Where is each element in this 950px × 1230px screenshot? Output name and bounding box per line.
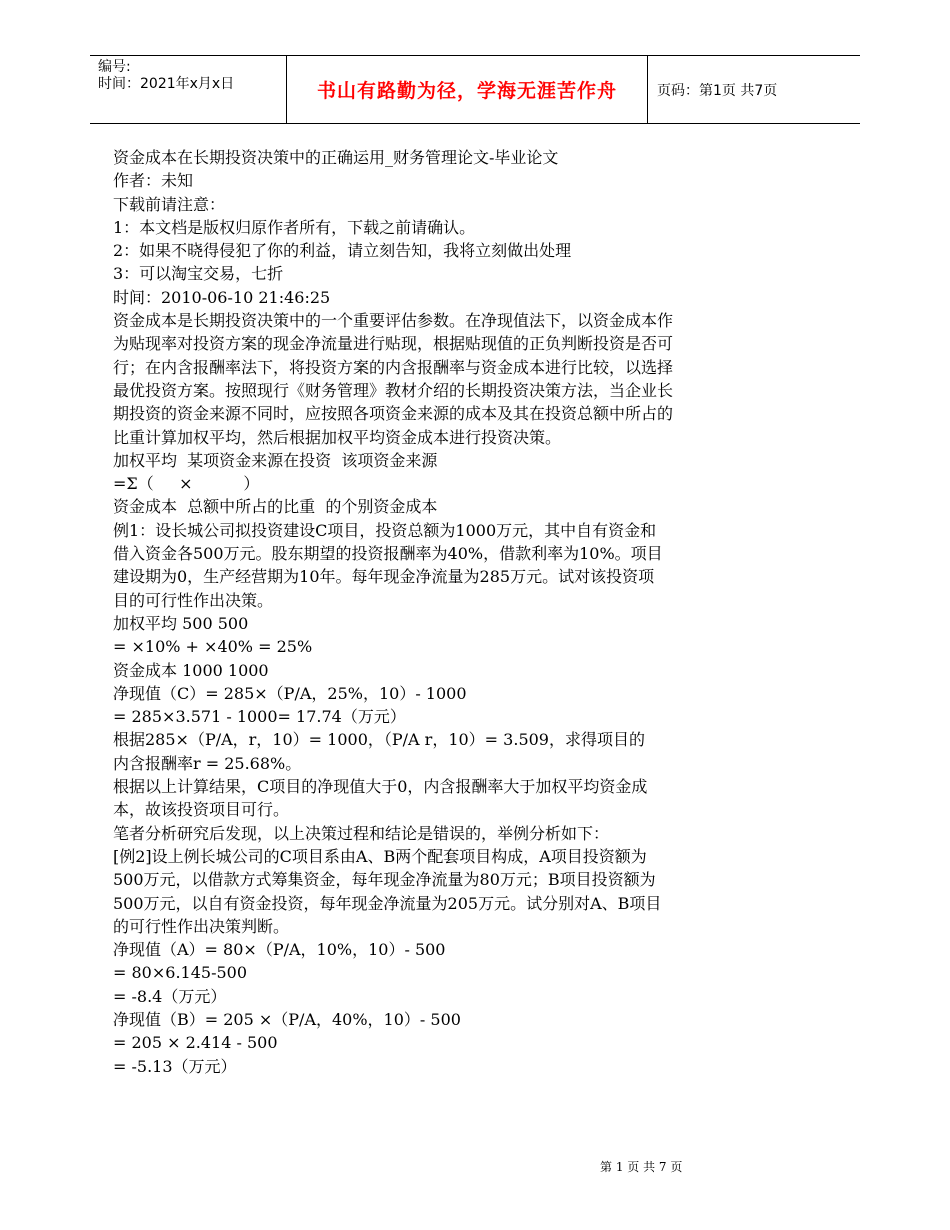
header-motto: 书山有路勤为径，学海无涯苦作舟	[286, 56, 648, 123]
text-line: = 285×3.571 - 1000= 17.74（万元）	[113, 707, 406, 727]
text-line: 作者：未知	[113, 171, 194, 191]
text-line: 例1：设长城公司拟投资建设C项目，投资总额为1000万元，其中自有资金和	[113, 520, 657, 540]
header-page-info: 页码：第1页 共7页	[657, 82, 778, 99]
text-line: 500万元，以借款方式筹集资金，每年现金净流量为80万元；B项目投资额为	[113, 870, 656, 890]
page-footer: 第 1 页 共 7 页	[600, 1160, 683, 1174]
text-line: 根据以上计算结果，C项目的净现值大于0，内含报酬率大于加权平均资金成	[113, 777, 648, 797]
header-meta	[90, 56, 286, 123]
text-line: 下载前请注意：	[113, 194, 226, 214]
text-line: 3：可以淘宝交易，七折	[113, 264, 284, 284]
number-label: 编号:	[98, 59, 131, 75]
text-line: = -8.4（万元）	[113, 986, 227, 1006]
text-line: 目的可行性作出决策。	[113, 590, 274, 610]
text-line: = ×10% + ×40% = 25%	[113, 637, 313, 657]
text-line: 净现值（A）= 80×（P/A，10%，10）- 500	[113, 940, 446, 960]
text-line: 笔者分析研究后发现，以上决策过程和结论是错误的，举例分析如下：	[113, 823, 610, 843]
text-line: = 205 × 2.414 - 500	[113, 1033, 278, 1053]
text-line: 为贴现率对投资方案的现金净流量进行贴现，根据贴现值的正负判断投资是否可	[113, 334, 674, 354]
page-header	[90, 55, 860, 124]
text-line: 时间：2010-06-10 21:46:25	[113, 287, 331, 307]
text-line: 资金成本 总额中所占的比重 的个别资金成本	[113, 497, 438, 517]
text-line: 建设期为0，生产经营期为10年。每年现金净流量为285万元。试对该投资项	[113, 567, 655, 587]
text-line: =Σ（ × ）	[113, 474, 260, 494]
text-line: 2：如果不晓得侵犯了你的利益，请立刻告知，我将立刻做出处理	[113, 241, 572, 261]
text-line: 500万元，以自有资金投资，每年现金净流量为205万元。试分别对A、B项目	[113, 893, 662, 913]
document-title: 资金成本在长期投资决策中的正确运用_财务管理论文-毕业论文	[113, 148, 559, 167]
text-line: 净现值（C）= 285×（P/A，25%，10）- 1000	[113, 683, 467, 703]
text-line: 资金成本 1000 1000	[113, 660, 269, 680]
text-line: 资金成本是长期投资决策中的一个重要评估参数。在净现值法下，以资金成本作	[113, 311, 674, 331]
text-line: 1：本文档是版权归原作者所有，下载之前请确认。	[113, 217, 476, 237]
text-line: 净现值（B）= 205 ×（P/A，40%，10）- 500	[113, 1009, 461, 1029]
text-line: 借入资金各500万元。股东期望的投资报酬率为40%，借款利率为10%。项目	[113, 544, 663, 564]
text-line: = -5.13（万元）	[113, 1056, 237, 1076]
text-line: 最优投资方案。按照现行《财务管理》教材介绍的长期投资决策方法，当企业长	[113, 380, 674, 400]
text-line: 期投资的资金来源不同时，应按照各项资金来源的成本及其在投资总额中所占的	[113, 404, 674, 424]
text-line: 加权平均 500 500	[113, 613, 249, 633]
text-line: 内含报酬率r = 25.68%。	[113, 753, 302, 773]
document-body	[113, 146, 773, 1078]
text-line: 比重计算加权平均，然后根据加权平均资金成本进行投资决策。	[113, 427, 562, 447]
text-line: 加权平均 某项资金来源在投资 该项资金来源	[113, 450, 438, 470]
text-line: = 80×6.145-500	[113, 963, 248, 983]
text-line: [例2]设上例长城公司的C项目系由A、B两个配套项目构成，A项目投资额为	[113, 846, 647, 866]
text-line: 根据285×（P/A，r，10）= 1000，（P/A r，10）= 3.509，求得项目的	[113, 730, 645, 750]
text-line: 行；在内含报酬率法下，将投资方案的内含报酬率与资金成本进行比较，以选择	[113, 357, 674, 377]
time-label: 时间：2021年x月x日	[98, 76, 235, 92]
text-line: 本，故该投资项目可行。	[113, 800, 290, 820]
text-line: 的可行性作出决策判断。	[113, 916, 290, 936]
